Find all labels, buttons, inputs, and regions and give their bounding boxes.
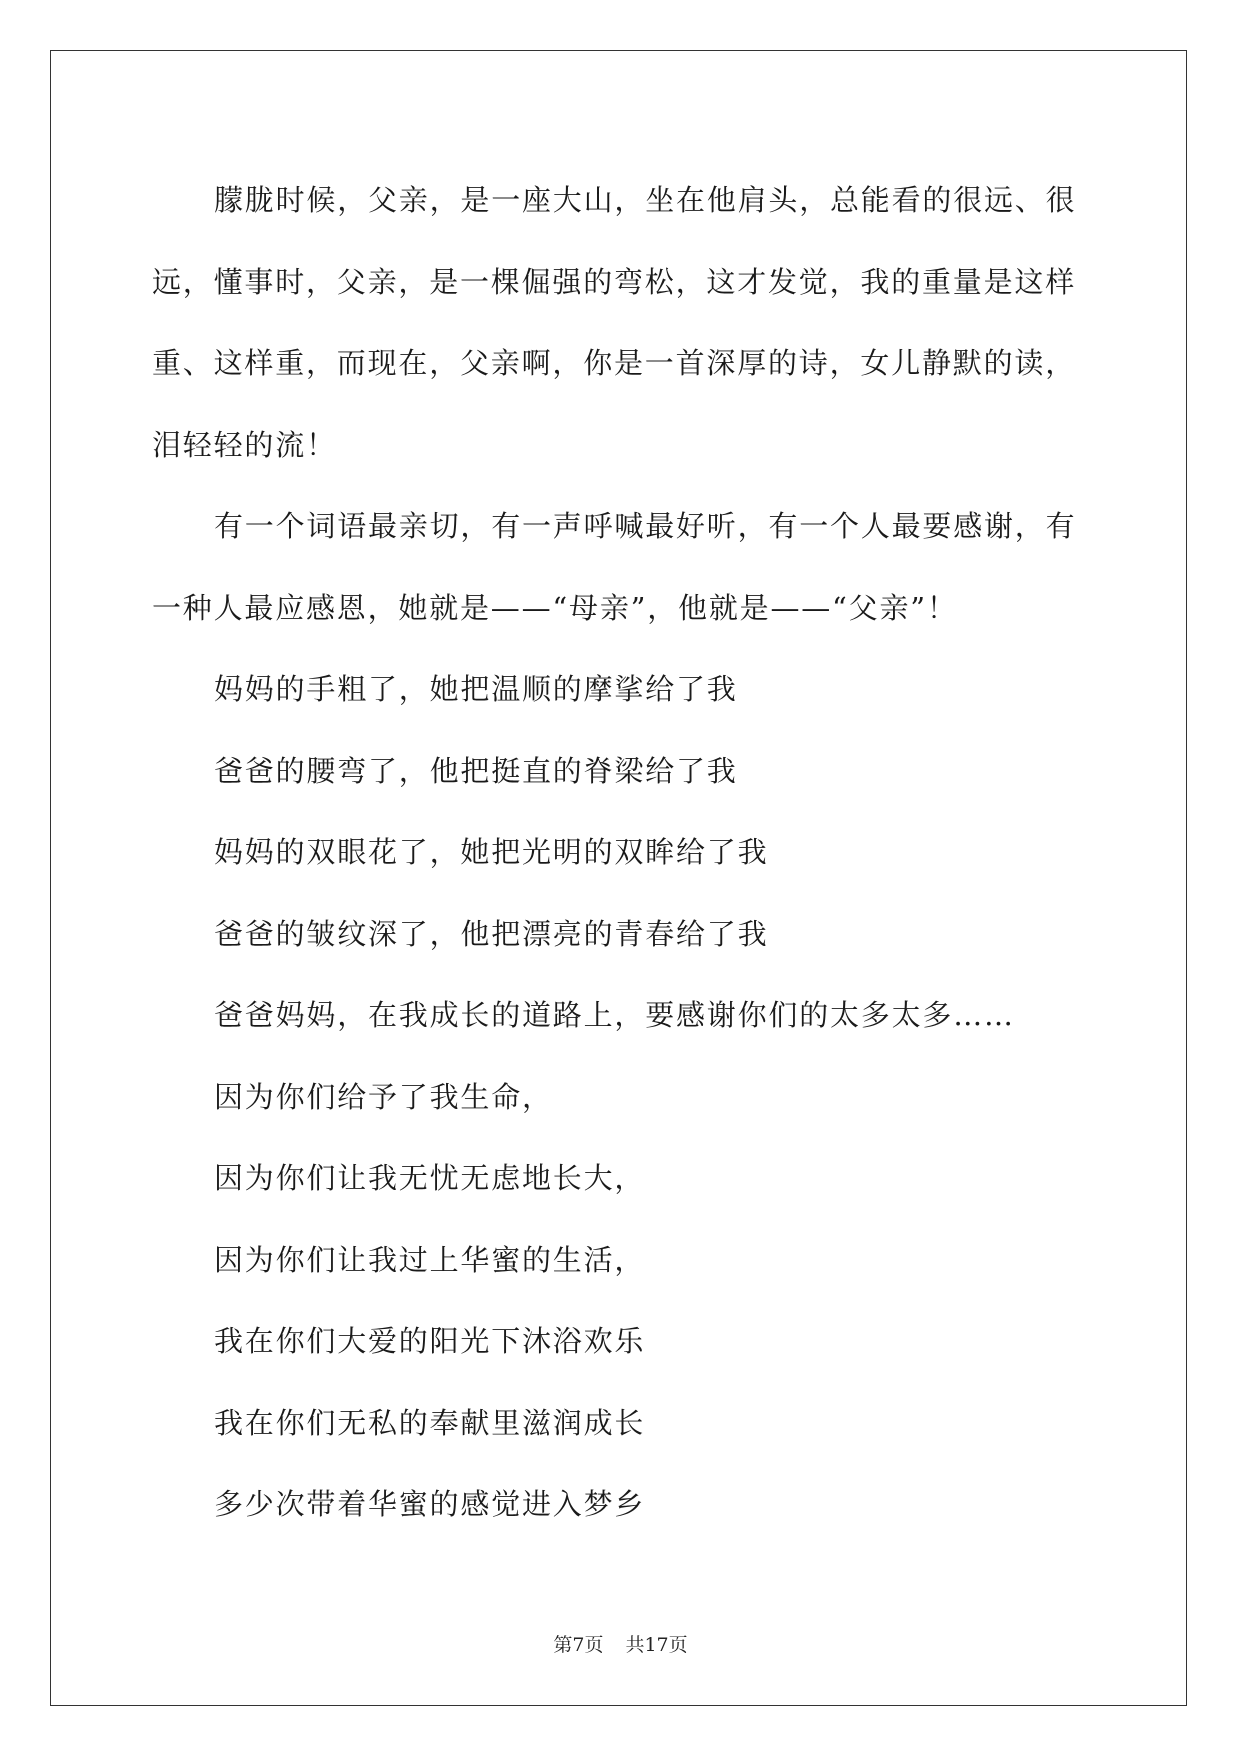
- page-footer: [0, 1630, 1241, 1657]
- poem-line-8: 因为你们让我过上华蜜的生活，: [214, 1242, 646, 1277]
- poem-line-9: 我在你们大爱的阳光下沐浴欢乐: [214, 1324, 646, 1358]
- paragraph-2: 有一个词语最亲切，有一声呼喊最好听，有一个人最要感谢，有一种人最应感恩，她就是——“母亲”，他就是——“父亲”！: [152, 509, 1077, 625]
- poem-line-2: 爸爸的腰弯了，他把挺直的脊梁给了我: [214, 753, 738, 788]
- poem-line-7: 因为你们让我无忧无虑地长大，: [214, 1161, 646, 1195]
- poem-line-10: 我在你们无私的奉献里滋润成长: [214, 1405, 646, 1440]
- paragraph-1: 朦胧时候，父亲，是一座大山，坐在他肩头，总能看的很远、很远，懂事时，父亲，是一棵倔强的弯松，这才发觉，我的重量是这样重、这样重，而现在，父亲啊，你是一首深厚的诗，女儿静默的读，泪轻轻的流！: [152, 183, 1077, 462]
- poem-line-11: 多少次带着华蜜的感觉进入梦乡: [214, 1487, 646, 1521]
- poem-line-4: 爸爸的皱纹深了，他把漂亮的青春给了我: [214, 916, 769, 951]
- poem-line-3: 妈妈的双眼花了，她把光明的双眸给了我: [214, 835, 769, 869]
- poem-line-6: 因为你们给予了我生命，: [214, 1079, 553, 1114]
- poem-line-1: 妈妈的手粗了，她把温顺的摩挲给了我: [214, 672, 738, 706]
- page-total: 共17页: [625, 1634, 688, 1656]
- poem-line-5: 爸爸妈妈，在我成长的道路上，要感谢你们的太多太多……: [214, 998, 1015, 1032]
- page-number: 第7页: [553, 1634, 604, 1656]
- document-body: [152, 160, 1088, 1546]
